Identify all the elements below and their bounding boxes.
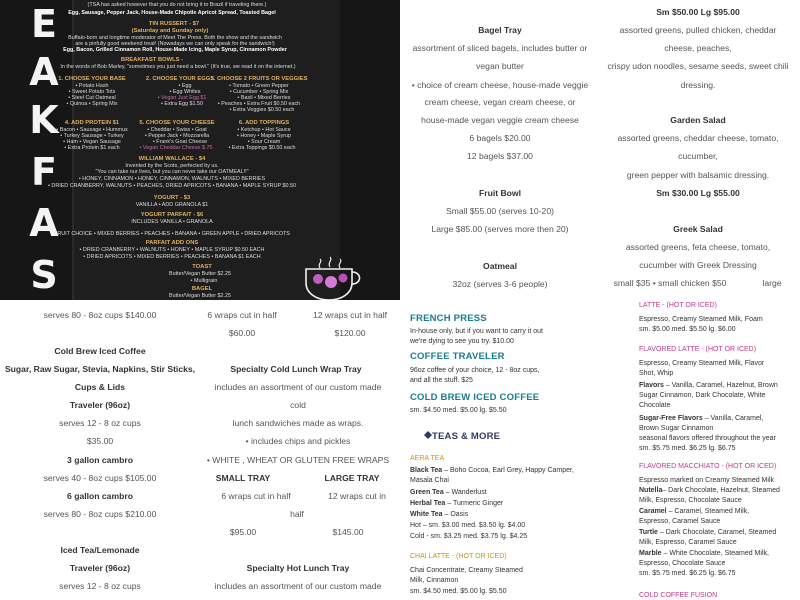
- catering-food-line: Greek Salad: [673, 224, 723, 234]
- menu-line: Shot, Whip: [639, 370, 674, 377]
- menu-line: Masala Chai: [410, 477, 449, 484]
- catering-beverage-line: LARGE TRAY: [324, 473, 380, 483]
- chalkboard-line: • Tomato • Green Pepper: [229, 83, 289, 89]
- chalkboard-line: YOGURT - $3: [153, 195, 191, 201]
- menu-section-heading: COLD BREW ICED COFFEE: [410, 392, 540, 403]
- catering-beverage-panel: [0, 300, 400, 600]
- menu-line: [410, 466, 574, 476]
- menu-line: sm. $4.50 med. $5.00 lg. $5.50: [410, 588, 507, 595]
- chalkboard-line: (Saturday and Sunday only): [131, 28, 209, 34]
- catering-food-line: small $35 • small chicken $50: [613, 278, 727, 288]
- catering-beverage-line: includes an assortment of our custom made: [214, 581, 382, 591]
- breakfast-letter: A: [29, 201, 59, 245]
- catering-food-line: assorted greens, pulled chicken, cheddar: [619, 25, 777, 35]
- menu-line: [639, 381, 778, 391]
- catering-beverage-line: 6 wraps cut in half: [221, 491, 291, 501]
- chalkboard-line: • Extra Protein $1 each: [64, 145, 120, 151]
- menu-line: Sugar Cinnamon, Dark Chocolate, White: [639, 392, 766, 399]
- menu-item-name: White Tea: [410, 511, 443, 518]
- chalkboard-line: Egg, Bacon, Grilled Cinnamon Roll, House-Made Icing, Maple Syrup, Cinnamon Powder: [63, 47, 287, 53]
- catering-food-line: 6 bagels $20.00: [469, 133, 531, 143]
- menu-item-description: – Vanilla, Caramel,: [702, 415, 764, 422]
- chalkboard-line: • HONEY, CINNAMON • HONEY, CINNAMON, WALNUTS • MIXED BERRIES: [78, 176, 266, 182]
- menu-item-description: – Vanilla, Caramel, Hazelnut, Brown: [663, 382, 778, 389]
- chalkboard-line: "You can take our lives, but you can never take our OATMEAL!!": [95, 169, 249, 175]
- chalkboard-line: • Quinoa • Spring Mix: [66, 101, 118, 107]
- menu-item-description: – White Chocolate, Steamed Milk,: [661, 550, 769, 557]
- chalkboard-line: TIN RUSSERT - $7: [148, 21, 200, 27]
- catering-beverage-line: Sugar, Raw Sugar, Stevia, Napkins, Stir Sticks,: [4, 364, 196, 374]
- catering-food-line: vegan butter: [476, 61, 524, 71]
- chalkboard-line: 1. CHOOSE YOUR BASE: [58, 76, 126, 82]
- menu-item-description: – Caramel, Steamed Milk,: [666, 508, 750, 515]
- menu-line: seasonal flavors offered throughout the year: [639, 435, 776, 442]
- menu-line: [410, 488, 487, 498]
- catering-food-line: dressing.: [680, 80, 716, 90]
- chalkboard-line: TOAST: [192, 264, 212, 270]
- chalkboard-line: • Honey • Maple Syrup: [236, 133, 292, 139]
- menu-section-heading: CHAI LATTE - (HOT OR ICED): [410, 553, 507, 560]
- chalkboard-line: Butter/Vegan Butter $2.25: [168, 293, 232, 299]
- menu-line: Cold - sm. $3.25 med. $3.75 lg. $4.25: [410, 533, 528, 540]
- catering-food-line: green pepper with balsamic dressing.: [626, 170, 770, 180]
- menu-line: Milk, Espresso, Chocolate Sauce: [639, 497, 742, 504]
- menu-line: In-house only, but if you want to carry it out: [410, 328, 543, 335]
- catering-beverage-line: serves 12 - 8 oz cups: [59, 418, 141, 428]
- catering-beverage-line: Specialty Cold Lunch Wrap Tray: [230, 364, 362, 374]
- menu-item-description: – Boho Cocoa, Earl Grey, Happy Camper,: [442, 467, 574, 474]
- menu-item-name: Caramel: [639, 508, 667, 515]
- chalkboard-line: Butter/Vegan Butter $2.25: [168, 271, 232, 277]
- catering-food-line: assorted greens, feta cheese, tomato,: [625, 242, 771, 252]
- chalkboard-line: INCLUDES VANILLA • GRANOLA: [131, 219, 213, 225]
- chalkboard-line: FRUIT CHOICE • MIXED BERRIES • PEACHES • BANANA • GREEN APPLE • DRIED APRICOTS: [54, 231, 290, 237]
- catering-food-line: assorted greens, cheddar cheese, tomato,: [617, 133, 779, 143]
- chalkboard-line: PARFAIT ADD ONS: [145, 240, 199, 246]
- chalkboard-line: In the words of Bob Marley, "sometimes you just need a bowl." (It's true, we read it on the internet.): [60, 64, 296, 70]
- chalkboard-line: • Peaches • Extra Fruit $0.50 each: [217, 101, 301, 107]
- menu-item-name: Herbal Tea: [410, 500, 446, 507]
- menu-section-heading: FRENCH PRESS: [410, 313, 487, 324]
- menu-line: Chai Concentrate, Creamy Steamed: [410, 567, 523, 574]
- catering-food-line: cucumber,: [678, 151, 718, 161]
- chalkboard-line: 6. ADD TOPPINGS: [238, 120, 290, 126]
- chalkboard-line: 4. ADD PROTEIN $1: [64, 120, 120, 126]
- menu-right-column: [639, 298, 799, 600]
- catering-food-line: Oatmeal: [483, 261, 517, 271]
- catering-food-line: assortment of sliced bagels, includes butter or: [412, 43, 588, 53]
- menu-item-name: Nutella: [639, 487, 663, 494]
- menu-line: Chocolate: [639, 402, 671, 409]
- menu-section-heading: COLD COFFEE FUSION: [639, 592, 718, 599]
- chalkboard-line: • Pepper Jack • Mozzarella: [144, 133, 210, 139]
- menu-line: sm. $5.00 med. $5.50 lg. $6.00: [639, 326, 736, 333]
- printed-drinks-menu: [400, 298, 800, 600]
- catering-beverage-line: cold: [290, 400, 306, 410]
- menu-line: and all the stuff. $25: [410, 377, 473, 384]
- catering-beverage-line: 12 wraps cut in: [328, 491, 386, 501]
- chalkboard-line: • DRIED CRANBERRY • WALNUTS • HONEY • MAPLE SYRUP $0.50 EACH: [79, 247, 265, 253]
- chalkboard-line: • Sour Cream: [247, 139, 281, 145]
- chalkboard-menu-photo: [0, 0, 400, 300]
- menu-line: Brown Sugar Cinnamon: [639, 425, 714, 432]
- chalkboard-line: • Vegan Cheddar Cheese $.75: [139, 145, 213, 151]
- chalkboard-line: Egg, Sausage, Pepper Jack, House-Made Chipotle Apricot Spread, Toasted Bagel: [68, 10, 276, 16]
- catering-beverage-line: serves 40 - 8oz cups $105.00: [43, 473, 157, 483]
- breakfast-letter: S: [30, 253, 58, 297]
- menu-line: Milk, Espresso, Caramel Sauce: [639, 539, 737, 546]
- chalkboard-line: • Bacon • Sausage • Hummus: [56, 127, 128, 133]
- menu-item-name: Turtle: [639, 529, 658, 536]
- chalkboard-line: • Ketchup • Hot Sauce: [237, 127, 291, 133]
- menu-item-name: Sugar-Free Flavors: [639, 415, 703, 422]
- chalkboard-line: • Turkey Sausage • Turkey: [60, 133, 124, 139]
- menu-line: [639, 528, 776, 538]
- menu-section-heading: FLAVORED LATTE - (HOT OR ICED): [639, 346, 757, 353]
- catering-beverage-line: $60.00: [228, 328, 256, 338]
- menu-line: Espresso marked on Creamy Steamed Milk: [639, 477, 774, 484]
- catering-beverage-line: includes an assortment of our custom made: [214, 382, 382, 392]
- menu-line: [410, 510, 468, 520]
- catering-beverage-line: $95.00: [229, 527, 257, 537]
- menu-section-heading: COFFEE TRAVELER: [410, 351, 505, 362]
- menu-line: we're dying to see you try. $10.00: [410, 338, 514, 345]
- chalkboard-line: 5. CHOOSE YOUR CHEESE: [139, 120, 215, 126]
- catering-beverage-line: • includes chips and pickles: [245, 436, 351, 446]
- chalkboard-line: 2. CHOOSE YOUR EGGS: [145, 76, 215, 82]
- menu-item-name: Black Tea: [410, 467, 443, 474]
- catering-beverage-line: SMALL TRAY: [215, 473, 271, 483]
- catering-beverage-line: $120.00: [334, 328, 366, 338]
- catering-food-line: Bagel Tray: [478, 25, 522, 35]
- menu-line: [639, 486, 780, 496]
- chalkboard-line: • Frank's Goat Cheese: [152, 139, 208, 145]
- chalkboard-line: • Extra Egg $1.50: [160, 101, 204, 107]
- catering-food-line: Small $55.00 (serves 10-20): [446, 206, 554, 216]
- chalkboard-line: • Steel Cut Oatmeal: [68, 95, 116, 101]
- catering-beverage-line: lunch sandwiches made as wraps.: [232, 418, 364, 428]
- menu-line: [410, 499, 503, 509]
- chalkboard-line: • Egg Whites: [169, 89, 201, 95]
- breakfast-letter: E: [31, 2, 57, 46]
- chalkboard-line: BREAKFAST BOWLS -: [120, 57, 184, 63]
- catering-food-line: crispy udon noodles, sesame seeds, sweet chili: [607, 61, 789, 71]
- menu-line: [639, 549, 769, 559]
- catering-beverage-line: 6 wraps cut in half: [207, 310, 277, 320]
- chalkboard-line: are a pinfully good weekend treat! (Nowadays we can only speak for the sandwich!): [75, 41, 275, 47]
- catering-beverage-line: serves 80 - 8oz cups $210.00: [43, 509, 157, 519]
- menu-section-heading: AERA TEA: [410, 455, 445, 462]
- menu-item-description: – Dark Chocolate, Hazelnut, Steamed: [662, 487, 780, 494]
- menu-line: Hot – sm. $3.00 med. $3.50 lg. $4.00: [410, 522, 526, 529]
- chalkboard-line: • Cucumber • Spring Mix: [229, 89, 289, 95]
- catering-food-line: • choice of cream cheese, house-made veggie: [411, 80, 589, 90]
- menu-item-name: Marble: [639, 550, 662, 557]
- menu-section-heading: TEAS & MORE: [432, 431, 501, 442]
- chalkboard-line: 3. CHOOSE 2 FRUITS OR VEGGIES: [210, 76, 308, 82]
- menu-line: Espresso, Chocolate Sauce: [639, 560, 726, 567]
- catering-beverage-line: 3 gallon cambro: [67, 455, 133, 465]
- catering-food-line: house-made vegan veggie cream cheese: [421, 115, 579, 125]
- menu-section-heading: LATTE - (HOT OR ICED): [639, 302, 717, 309]
- chalkboard-line: Buffalo-born and longtime moderator of Meet The Press. Both the show and the sandwich: [68, 35, 282, 41]
- menu-line: Milk, Cinnamon: [410, 577, 459, 584]
- menu-line: sm. $5.75 med. $6.25 lg. $6.75: [639, 570, 736, 577]
- menu-item-description: – Turmeric Ginger: [445, 500, 504, 507]
- chalkboard-line: • Ham • Vegan Sausage: [63, 139, 121, 145]
- chalkboard-line: • Potato Hash: [75, 83, 109, 89]
- breakfast-letter: F: [31, 150, 57, 194]
- chalkboard-line: • Multigrain: [190, 278, 218, 284]
- menu-line: Espresso, Creamy Steamed Milk, Foam: [639, 316, 763, 323]
- teas-ornament-icon: [424, 431, 432, 439]
- chalkboard-line: (TSA has asked however that you do not bring it to Brazil if traveling there.): [87, 2, 267, 8]
- chalkboard-line: WILLIAM WALLACE - $4: [138, 156, 206, 162]
- catering-beverage-line: Traveler (96oz): [69, 563, 131, 573]
- coffee-cup-illustration-icon: [298, 255, 370, 300]
- chalkboard-line: • Basil • Mixed Berries: [237, 95, 291, 101]
- menu-left-column: [410, 298, 640, 600]
- menu-item-description: – Dark Chocolate, Caramel, Steamed: [657, 529, 777, 536]
- catering-beverage-line: Cold Brew Iced Coffee: [54, 346, 146, 356]
- catering-food-line: cream cheese, vegan cream cheese, or: [424, 97, 576, 107]
- menu-item-name: Flavors: [639, 382, 664, 389]
- chalkboard-line: BAGEL: [191, 286, 213, 292]
- catering-beverage-line: Cups & Lids: [74, 382, 126, 392]
- catering-food-line: Fruit Bowl: [478, 188, 522, 198]
- menu-item-description: – Wanderlust: [443, 489, 487, 496]
- catering-beverage-line: serves 12 - 8 oz cups: [59, 581, 141, 591]
- catering-food-line: cucumber with Greek Dressing: [639, 260, 757, 270]
- menu-item-name: Green Tea: [410, 489, 444, 496]
- catering-beverage-line: Specialty Hot Lunch Tray: [246, 563, 350, 573]
- breakfast-letter: K: [29, 98, 59, 142]
- chalkboard-line: • Vegan Just Egg $1: [157, 95, 207, 101]
- chalkboard-line: • Egg: [178, 83, 192, 89]
- catering-food-line: Large $85.00 (serves more then 20): [431, 224, 569, 234]
- catering-beverage-line: Traveler (96oz): [69, 400, 131, 410]
- menu-item-description: – Oasis: [442, 511, 469, 518]
- chalkboard-line: Invented by the Scots, perfected by us.: [125, 163, 219, 169]
- catering-beverage-line: 12 wraps cut in half: [312, 310, 388, 320]
- catering-beverage-line: half: [290, 509, 304, 519]
- catering-food-line: 32oz (serves 3-6 people): [452, 279, 548, 289]
- catering-beverage-line: serves 80 - 8oz cups $140.00: [43, 310, 157, 320]
- chalkboard-line: • Extra Veggies $0.50 each: [229, 107, 295, 113]
- chalkboard-line: VANILLA • ADD GRANOLA $1: [135, 202, 209, 208]
- chalkboard-line: • DRIED CRANBERRY, WALNUTS • PEACHES, DRIED APRICOTS • BANANA • MAPLE SYRUP $0.50: [48, 183, 296, 189]
- catering-food-line: cheese, peaches,: [664, 43, 732, 53]
- catering-food-line: Garden Salad: [670, 115, 726, 125]
- catering-beverage-line: $145.00: [332, 527, 364, 537]
- menu-line: [639, 507, 749, 517]
- catering-food-line: large: [762, 278, 782, 288]
- catering-food-line: Sm $50.00 Lg $95.00: [656, 7, 740, 17]
- catering-food-line: 12 bagels $37.00: [467, 151, 533, 161]
- menu-line: sm. $4.50 med. $5.00 lg. $5.50: [410, 407, 507, 414]
- catering-food-panel: [400, 0, 800, 298]
- catering-food-line: Sm $30.00 Lg $55.00: [656, 188, 740, 198]
- menu-line: Espresso, Creamy Steamed Milk, Flavor: [639, 360, 765, 367]
- menu-line: [639, 414, 763, 424]
- catering-beverage-line: 6 gallon cambro: [67, 491, 133, 501]
- menu-line: 96oz coffee of your choice, 12 - 8oz cups,: [410, 367, 540, 374]
- chalkboard-line: YOGURT PARFAIT - $6: [140, 212, 204, 218]
- chalkboard-line: • Cheddar • Swiss • Goat: [147, 127, 207, 133]
- catering-beverage-line: Iced Tea/Lemonade: [60, 545, 140, 555]
- menu-line: Espresso, Caramel Sauce: [639, 518, 721, 525]
- chalkboard-line: • Extra Toppings $0.50 each: [228, 145, 296, 151]
- chalkboard-line: • Sweet Potato Tots: [68, 89, 116, 95]
- chalkboard-line: • DRIED APRICOTS • MIXED BERRIES • PEACHES • BANANA $1 EACH: [83, 254, 261, 260]
- breakfast-letter: A: [29, 50, 59, 94]
- menu-line: sm. $5.75 med. $6.25 lg. $6.75: [639, 445, 736, 452]
- menu-section-heading: FLAVORED MACCHIATO - (HOT OR ICED): [639, 463, 777, 470]
- catering-beverage-line: $35.00: [86, 436, 114, 446]
- catering-beverage-line: • WHITE , WHEAT OR GLUTEN FREE WRAPS: [206, 455, 390, 465]
